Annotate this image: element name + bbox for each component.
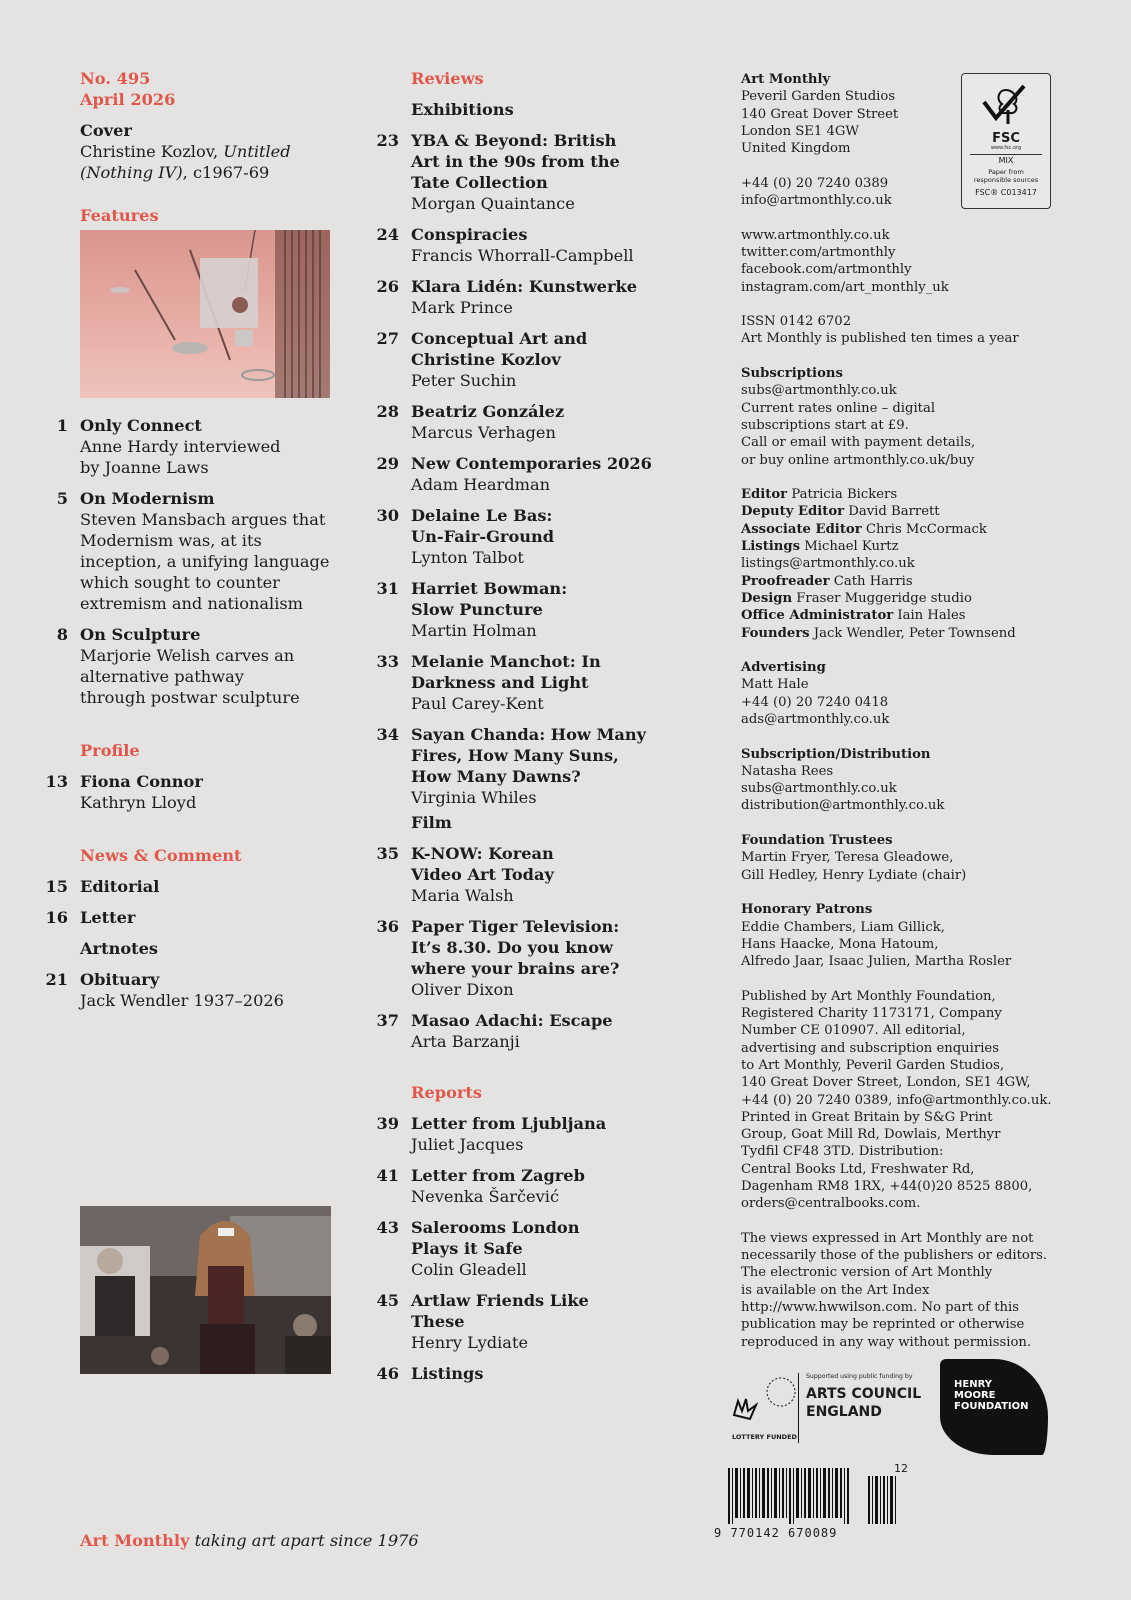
- distribution-line[interactable]: distribution@artmonthly.co.uk: [741, 798, 945, 814]
- feature-entry[interactable]: 1 Only Connect Anne Hardy interviewed by Joanne Laws: [56, 416, 281, 477]
- subscriptions-heading: Subscriptions: [741, 366, 843, 382]
- cover-heading: Cover: [80, 121, 132, 140]
- film-subheading: Film: [411, 813, 452, 832]
- subscriptions-line: Current rates online – digital: [741, 400, 936, 416]
- subscriptions-line: Call or email with payment details,: [741, 435, 976, 451]
- contents-column-left: [45, 68, 370, 1021]
- staff-row: Design Fraser Muggeridge studio: [741, 590, 972, 606]
- reviews-heading: Reviews: [411, 69, 484, 88]
- disclaimer: The views expressed in Art Monthly are not necessarily those of the publishers or editors. The electronic version of Art Monthly is available on the Art Index http://www.hwwilson.com. No part of this publication may be reprinted or otherwise reproduced in any way without permission.: [741, 1230, 1048, 1350]
- profile-heading: Profile: [80, 741, 140, 760]
- lottery-funded-label: LOTTERY FUNDED: [732, 1433, 797, 1441]
- review-entry[interactable]: 24 Conspiracies Francis Whorrall-Campbell: [376, 225, 634, 265]
- advertising-line: Matt Hale: [741, 677, 809, 693]
- news-heading: News & Comment: [80, 846, 242, 865]
- reports-heading: Reports: [411, 1083, 482, 1102]
- address-line: United Kingdom: [741, 141, 851, 157]
- trustees-line: Martin Fryer, Teresa Gleadowe,: [741, 850, 954, 866]
- report-entry[interactable]: 43 Salerooms London Plays it Safe Colin Gleadell: [376, 1218, 580, 1279]
- review-entry[interactable]: 29 New Contemporaries 2026 Adam Heardman: [376, 454, 652, 494]
- footer-brand[interactable]: Art Monthly: [80, 1531, 190, 1550]
- publisher-info: Published by Art Monthly Foundation, Registered Charity 1173171, Company Number CE 010907. All editorial, advertising and subscription enquiries to Art Monthly, Peveril Garden Studios, 140 Great Dover Street, London, SE1 4GW, +44 (0) 20 7240 0389, info@artmonthly.co.uk. Printed in Great Britain by S&G Print Group, Goat Mill Rd, Dowlais, Merthyr Tydfil CF48 3TD. Distribution: Central Books Ltd, Freshwater Rd, Dagenham RM8 1RX, +44(0)20 8525 8800, orders@centralbooks.com.: [741, 988, 1052, 1212]
- tree-checkmark-icon: [978, 80, 1034, 128]
- features-heading: Features: [80, 206, 159, 225]
- barcode-bars: [728, 1468, 908, 1524]
- masthead-name: Art Monthly: [741, 72, 831, 87]
- advertising-line[interactable]: ads@artmonthly.co.uk: [741, 711, 890, 727]
- masthead-column: [741, 71, 1101, 1368]
- frequency: Art Monthly is published ten times a year: [741, 331, 1019, 347]
- advertising-line: +44 (0) 20 7240 0418: [741, 694, 889, 710]
- feature-entry[interactable]: 5 On Modernism Steven Mansbach argues that Modernism was, at its inception, a unifying language which sought to counter extremism and nationalism: [56, 489, 330, 613]
- lottery-hands-icon: [730, 1397, 760, 1423]
- issue-number: No. 495: [80, 69, 151, 88]
- news-entry[interactable]: Artnotes: [80, 939, 159, 958]
- henry-moore-logo: HENRY MOORE FOUNDATION: [940, 1359, 1048, 1455]
- barcode-addon: 12: [894, 1462, 908, 1475]
- staff-row: Office Administrator Iain Hales: [741, 608, 966, 624]
- email-link[interactable]: info@artmonthly.co.uk: [741, 193, 892, 209]
- subscriptions-line[interactable]: subs@artmonthly.co.uk: [741, 383, 897, 399]
- trustees-heading: Foundation Trustees: [741, 833, 893, 849]
- address-line: London SE1 4GW: [741, 123, 859, 139]
- review-entry[interactable]: 27 Conceptual Art and Christine Kozlov Peter Suchin: [376, 329, 588, 390]
- arts-council-small: Supported using public funding by: [806, 1373, 913, 1380]
- news-entry[interactable]: 21 Obituary Jack Wendler 1937–2026: [45, 970, 284, 1010]
- profile-entry[interactable]: 13 Fiona Connor Kathryn Lloyd: [45, 772, 203, 812]
- film-entry[interactable]: 36 Paper Tiger Television: It’s 8.30. Do you know where your brains are? Oliver Dixon: [376, 917, 620, 999]
- barcode: [714, 1462, 933, 1548]
- advertising-heading: Advertising: [741, 660, 826, 676]
- fsc-logo: FSC www.fsc.org MIX Paper from responsible sources FSC® C013417: [961, 73, 1051, 209]
- review-entry[interactable]: 23 YBA & Beyond: British Art in the 90s from the Tate Collection Morgan Quaintance: [376, 131, 620, 213]
- footer: [80, 1531, 419, 1550]
- staff-row: Deputy Editor David Barrett: [741, 504, 940, 520]
- barcode-number: 9 770142 670089: [714, 1526, 838, 1540]
- feature-entry[interactable]: 8 On Sculpture Marjorie Welish carves an alternative pathway through postwar sculpture: [56, 625, 300, 707]
- staff-list: [741, 486, 1101, 642]
- review-entry[interactable]: 34 Sayan Chanda: How Many Fires, How Many Suns, How Many Dawns? Virginia Whiles: [376, 725, 647, 807]
- website-link[interactable]: www.artmonthly.co.uk: [741, 227, 890, 243]
- issn: ISSN 0142 6702: [741, 314, 852, 330]
- address-line: Peveril Garden Studios: [741, 89, 896, 105]
- cover-credit: Christine Kozlov, Untitled (Nothing IV), c1967-69: [80, 142, 291, 182]
- trustees-line: Gill Hedley, Henry Lydiate (chair): [741, 867, 967, 883]
- news-entry[interactable]: 15 Editorial: [45, 877, 160, 896]
- staff-row: Proofreader Cath Harris: [741, 573, 913, 589]
- facebook-link[interactable]: facebook.com/artmonthly: [741, 262, 912, 278]
- exhibitions-subheading: Exhibitions: [411, 100, 514, 119]
- film-entry[interactable]: 35 K-NOW: Korean Video Art Today Maria Walsh: [376, 844, 554, 905]
- patrons-line: Alfredo Jaar, Isaac Julien, Martha Rosler: [741, 954, 1012, 970]
- instagram-link[interactable]: instagram.com/art_monthly_uk: [741, 279, 949, 295]
- review-entry[interactable]: 33 Melanie Manchot: In Darkness and Light Paul Carey-Kent: [376, 652, 601, 713]
- staff-row: Editor Patricia Bickers: [741, 487, 898, 503]
- staff-row: Founders Jack Wendler, Peter Townsend: [741, 625, 1016, 641]
- staff-row: Listings Michael Kurtz: [741, 539, 899, 555]
- address-line: 140 Great Dover Street: [741, 106, 899, 122]
- news-entry[interactable]: 16 Letter: [45, 908, 136, 927]
- phone: +44 (0) 20 7240 0389: [741, 175, 889, 191]
- distribution-line: Natasha Rees: [741, 763, 834, 779]
- report-entry[interactable]: 46 Listings: [376, 1364, 484, 1383]
- footer-tagline: taking art apart since 1976: [189, 1531, 419, 1550]
- staff-row: listings@artmonthly.co.uk: [741, 556, 915, 572]
- issue-date: April 2026: [80, 90, 176, 109]
- report-image-performance: [80, 1206, 331, 1374]
- film-entry[interactable]: 37 Masao Adachi: Escape Arta Barzanji: [376, 1011, 613, 1051]
- subscriptions-line: or buy online artmonthly.co.uk/buy: [741, 452, 975, 468]
- report-entry[interactable]: 39 Letter from Ljubljana Juliet Jacques: [376, 1114, 607, 1154]
- funder-logos: [728, 1373, 1058, 1473]
- patrons-line: Eddie Chambers, Liam Gillick,: [741, 919, 945, 935]
- distribution-line[interactable]: subs@artmonthly.co.uk: [741, 781, 897, 797]
- review-entry[interactable]: 26 Klara Lidén: Kunstwerke Mark Prince: [376, 277, 638, 317]
- staff-row: Associate Editor Chris McCormack: [741, 521, 987, 537]
- twitter-link[interactable]: twitter.com/artmonthly: [741, 244, 896, 260]
- subscriptions-line: subscriptions start at £9.: [741, 417, 909, 433]
- review-entry[interactable]: 28 Beatriz González Marcus Verhagen: [376, 402, 565, 442]
- patrons-heading: Honorary Patrons: [741, 902, 873, 918]
- arts-council-circle-icon: [764, 1375, 798, 1409]
- patrons-line: Hans Haacke, Mona Hatoum,: [741, 936, 939, 952]
- arts-council-logo: ARTS COUNCIL ENGLAND: [806, 1386, 922, 1420]
- review-entry[interactable]: 31 Harriet Bowman: Slow Puncture Martin Holman: [376, 579, 568, 640]
- report-entry[interactable]: 41 Letter from Zagreb Nevenka Šarčević: [376, 1166, 585, 1206]
- feature-image-installation: [80, 230, 330, 398]
- review-entry[interactable]: 30 Delaine Le Bas: Un-Fair-Ground Lynton Talbot: [376, 506, 555, 567]
- contents-column-middle: [370, 68, 690, 1394]
- distribution-heading: Subscription/Distribution: [741, 746, 931, 762]
- report-entry[interactable]: 45 Artlaw Friends Like These Henry Lydiate: [376, 1291, 589, 1352]
